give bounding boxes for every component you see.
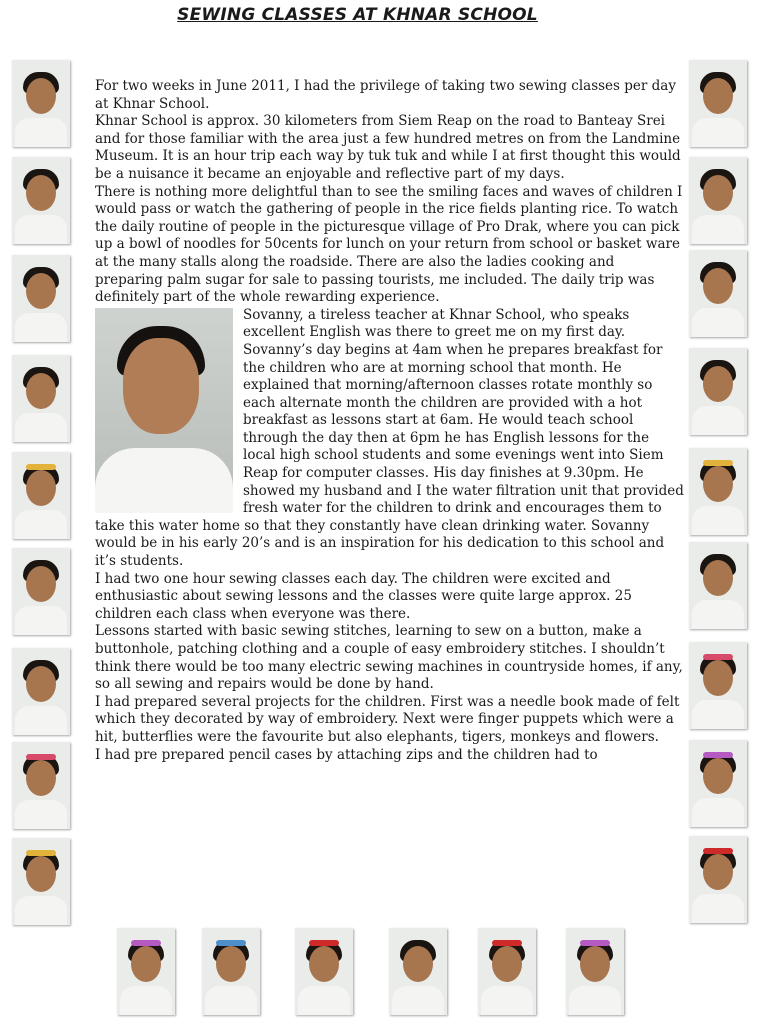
student-photo xyxy=(12,838,70,925)
paragraph: I had prepared several projects for the children. First was a needle book made of felt which they decorated by way of embroidery. Next were finger puppets which were a hit, butterflies were the favourite but also elephants, tigers, monkeys and flowers. xyxy=(95,693,680,745)
student-photo xyxy=(12,60,70,147)
article-body xyxy=(95,78,685,764)
student-photo xyxy=(12,255,70,342)
student-photo xyxy=(389,928,447,1015)
student-photo xyxy=(566,928,624,1015)
student-photo xyxy=(295,928,353,1015)
paragraph: Sovanny, a tireless teacher at Khnar School, who speaks excellent English was there to greet me on my first day. Sovanny’s day begins at 4am when he prepares breakfast for the children who are at morning school that month. He explained that morning/afternoon classes rotate monthly so each alternate month the children are provided with a hot breakfast as lessons start at 6am. He would teach school through the day then at 6pm he has English lessons for the local high school students and some evenings went into Siem Reap for computer classes. His day finishes at 9.30pm. He showed my husband and I the water filtration unit that provided fresh water for the children to drink and encourages them to take this water home so that they constantly have clean drinking water. Sovanny would be in his early 20’s and is an inspiration for his dedication to this school and it’s students. xyxy=(95,306,684,570)
paragraph: Khnar School is approx. 30 kilometers from Siem Reap on the road to Banteay Srei and for those familiar with the area just a few hundred metres on from the Landmine Museum. It is an hour trip each way by tuk tuk and while I at first thought this would be a nuisance it became an enjoyable and reflective part of my days. xyxy=(95,113,681,182)
student-photo xyxy=(12,157,70,244)
paragraph: There is nothing more delightful than to see the smiling faces and waves of children I would pass or watch the gathering of people in the rice fields planting rice. To watch the daily routine of people in the picturesque village of Pro Drak, where you can pick up a bowl of noodles for 50cents for lunch on your return from school or basket ware at the many stalls along the roadside. There are also the ladies cooking and preparing palm sugar for sale to passing tourists, me included. The daily trip was definitely part of the whole rewarding experience. xyxy=(95,183,683,306)
paragraph: I had pre prepared pencil cases by attaching zips and the children had to xyxy=(95,746,598,763)
student-photo xyxy=(12,648,70,735)
student-photo xyxy=(689,60,747,147)
paragraph: Lessons started with basic sewing stitches, learning to sew on a button, make a buttonhole, patching clothing and a couple of easy embroidery stitches. I shouldn’t think there would be too many electric sewing machines in countryside homes, if any, so all sewing and repairs would be done by hand. xyxy=(95,623,683,693)
student-photo xyxy=(689,250,747,337)
teacher-photo xyxy=(95,308,233,513)
student-photo xyxy=(689,642,747,729)
student-photo xyxy=(689,740,747,827)
student-photo xyxy=(12,355,70,442)
student-photo xyxy=(12,452,70,539)
student-photo xyxy=(689,348,747,435)
paragraph: For two weeks in June 2011, I had the privilege of taking two sewing classes per day at Khnar School. xyxy=(95,78,676,112)
page-title: SEWING CLASSES AT KHNAR SCHOOL xyxy=(177,5,538,25)
student-photo xyxy=(12,548,70,635)
student-photo xyxy=(202,928,260,1015)
student-photo xyxy=(117,928,175,1015)
student-photo xyxy=(12,742,70,829)
student-photo xyxy=(689,836,747,923)
student-photo xyxy=(689,448,747,535)
student-photo xyxy=(689,542,747,629)
student-photo xyxy=(478,928,536,1015)
paragraph: I had two one hour sewing classes each day. The children were excited and enthusiastic about sewing lessons and the classes were quite large approx. 25 children each class when everyone was there. xyxy=(95,570,632,622)
student-photo xyxy=(689,157,747,244)
